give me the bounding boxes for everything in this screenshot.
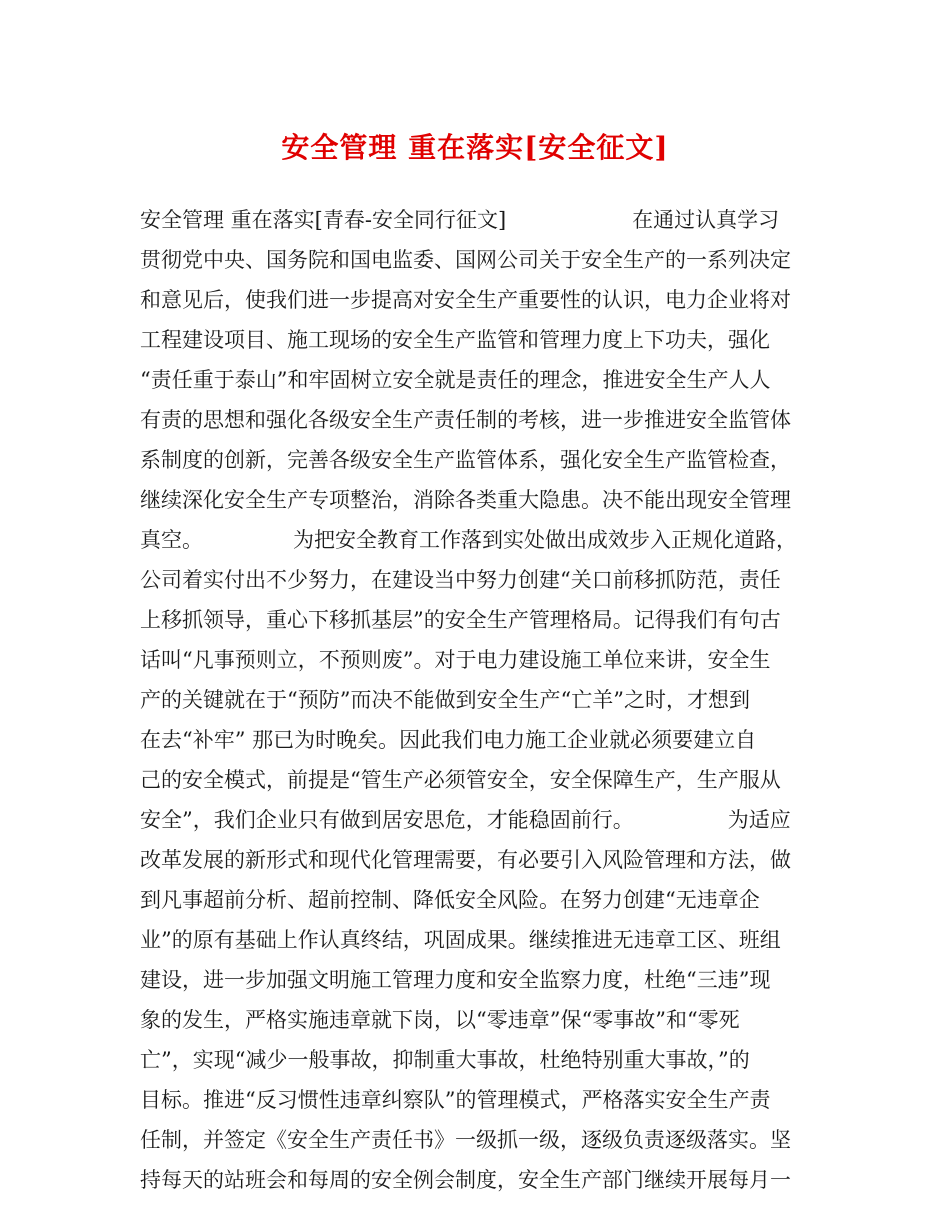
body-line: 话叫“凡事预则立，不预则废”。对于电力建设施工单位来讲，安全生 [140, 648, 771, 672]
body-line: 系制度的创新，完善各级安全生产监管体系，强化安全生产监管检查， [140, 448, 791, 472]
document-body [140, 200, 812, 1200]
body-line: 贯彻党中央、国务院和国电监委、国网公司关于安全生产的一系列决定 [140, 248, 791, 272]
body-line: 安全管理 重在落实[青春-安全同行征文] 在通过认真学习 [140, 208, 780, 232]
body-line: 己的安全模式，前提是“管生产必须管安全，安全保障生产，生产服从 [140, 768, 781, 792]
body-line: 在去“补牢” 那已为时晚矣。因此我们电力施工企业就必须要建立自 [140, 728, 757, 752]
body-line: “责任重于泰山”和牢固树立安全就是责任的理念，推进安全生产人人 [140, 368, 771, 392]
body-line: 业”的原有基础上作认真终结，巩固成果。继续推进无违章工区、班组 [140, 928, 781, 952]
body-line: 产的关键就在于“预防”而决不能做到安全生产“亡羊”之时，才想到 [140, 688, 750, 712]
body-line: 建设，进一步加强文明施工管理力度和安全监察力度，杜绝“三违”现 [140, 968, 771, 992]
body-line: 工程建设项目、施工现场的安全生产监管和管理力度上下功夫，强化 [140, 328, 770, 352]
body-line: 到凡事超前分析、超前控制、降低安全风险。在努力创建“无违章企 [140, 888, 760, 912]
body-line: 象的发生，严格实施违章就下岗，以“零违章”保“零事故”和“零死 [140, 1008, 740, 1032]
body-line: 持每天的站班会和每周的安全例会制度，安全生产部门继续开展每月一 [140, 1168, 791, 1192]
body-line: 安全”，我们企业只有做到居安思危，才能稳固前行。 为适应 [140, 808, 791, 832]
body-line: 继续深化安全生产专项整治，消除各类重大隐患。决不能出现安全管理 [140, 488, 791, 512]
body-line: 亡”，实现“减少一般事故，抑制重大事故，杜绝特别重大事故，”的 [140, 1048, 750, 1072]
body-line: 公司着实付出不少努力，在建设当中努力创建“关口前移抓防范，责任 [140, 568, 781, 592]
body-line: 和意见后，使我们进一步提高对安全生产重要性的认识，电力企业将对 [140, 288, 791, 312]
body-line: 任制，并签定《安全生产责任书》一级抓一级，逐级负责逐级落实。坚 [140, 1128, 791, 1152]
body-line: 真空。 为把安全教育工作落到实处做出成效步入正规化道路， [140, 528, 797, 552]
document-title: 安全管理 重在落实[安全征文] [281, 131, 669, 164]
body-line: 目标。推进“反习惯性违章纠察队”的管理模式，严格落实安全生产责 [140, 1088, 771, 1112]
body-line: 有责的思想和强化各级安全生产责任制的考核，进一步推进安全监管体 [140, 408, 791, 432]
body-line: 改革发展的新形式和现代化管理需要，有必要引入风险管理和方法，做 [140, 848, 791, 872]
body-line: 上移抓领导，重心下移抓基层”的安全生产管理格局。记得我们有句古 [140, 608, 781, 632]
